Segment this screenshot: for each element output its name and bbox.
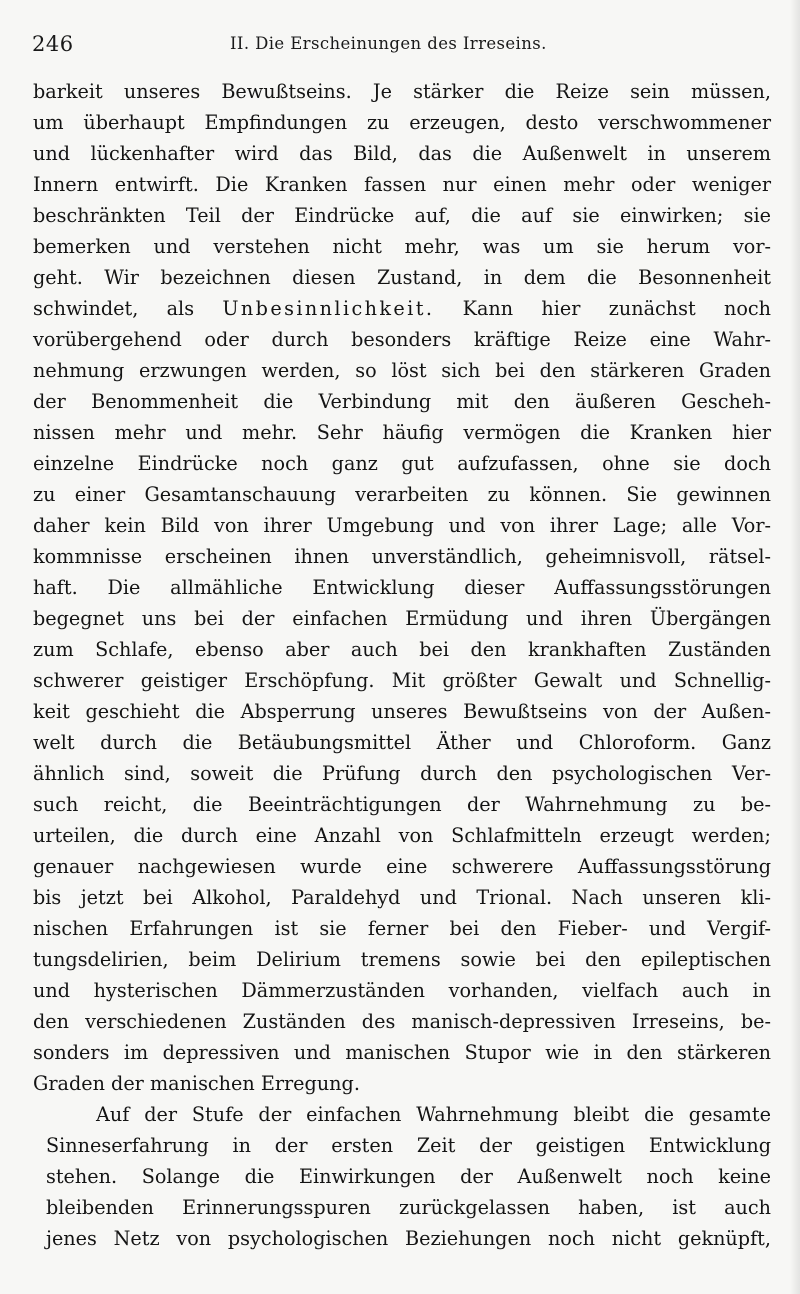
text-line: schwerer geistiger Erschöpfung. Mit größter Gewalt und Schnellig- (33, 669, 771, 692)
text-line: welt durch die Betäubungsmittel Äther und Chloroform. Ganz (33, 731, 771, 754)
text-line: zu einer Gesamtanschauung verarbeiten zu können. Sie gewinnen (33, 483, 771, 506)
text-line: nischen Erfahrungen ist sie ferner bei den Fieber- und Vergif- (33, 917, 771, 940)
text-line: tungsdelirien, beim Delirium tremens sowie bei den epileptischen (33, 948, 771, 971)
text-line: haft. Die allmähliche Entwicklung dieser Auffassungsstörungen (33, 576, 771, 599)
text-line: such reicht, die Beeinträchtigungen der Wahrnehmung zu be- (33, 793, 771, 816)
text-line: nehmung erzwungen werden, so löst sich bei den stärkeren Graden (33, 359, 771, 382)
text-line: der Benommenheit die Verbindung mit den äußeren Gescheh- (33, 390, 771, 413)
text-line: begegnet uns bei der einfachen Ermüdung und ihren Übergängen (33, 607, 771, 630)
text-line: bleibenden Erinnerungsspuren zurückgelassen haben, ist auch (46, 1196, 771, 1219)
text-line: Sinneserfahrung in der ersten Zeit der geistigen Entwicklung (46, 1134, 771, 1157)
text-line: urteilen, die durch eine Anzahl von Schlafmitteln erzeugt werden; (33, 824, 771, 847)
paragraph-start-line: Auf der Stufe der einfachen Wahrnehmung bleibt die gesamte (96, 1103, 771, 1126)
text-line: barkeit unseres Bewußtseins. Je stärker die Reize sein müssen, (33, 80, 771, 103)
text-line: und hysterischen Dämmerzuständen vorhanden, vielfach auch in (33, 979, 771, 1002)
text-line: keit geschieht die Absperrung unseres Bewußtseins von der Außen- (33, 700, 771, 723)
text-line: und lückenhafter wird das Bild, das die Außenwelt in unserem (33, 142, 771, 165)
page-number: 246 (32, 32, 74, 56)
text-line: stehen. Solange die Einwirkungen der Außenwelt noch keine (46, 1165, 771, 1188)
text-line: daher kein Bild von ihrer Umgebung und von ihrer Lage; alle Vor- (33, 514, 771, 537)
text-line: den verschiedenen Zuständen des manisch-depressiven Irreseins, be- (33, 1010, 771, 1033)
text-segment: schwindet, als (33, 297, 223, 320)
text-line: sonders im depressiven und manischen Stupor wie in den stärkeren (33, 1041, 771, 1064)
text-line: ähnlich sind, soweit die Prüfung durch den psychologischen Ver- (33, 762, 771, 785)
text-line: vorübergehend oder durch besonders kräftige Reize eine Wahr- (33, 328, 771, 351)
text-line: beschränkten Teil der Eindrücke auf, die auf sie einwirken; sie (33, 204, 771, 227)
page-header (32, 30, 770, 60)
text-line: zum Schlafe, ebenso aber auch bei den krankhaften Zuständen (33, 638, 771, 661)
text-segment: Kann hier zunächst noch (434, 297, 771, 320)
text-line: bis jetzt bei Alkohol, Paraldehyd und Trional. Nach unseren kli- (33, 886, 771, 909)
running-title: II. Die Erscheinungen des Irreseins. (230, 34, 547, 53)
text-line: Innern entwirft. Die Kranken fassen nur einen mehr oder weniger (33, 173, 771, 196)
text-line: jenes Netz von psychologischen Beziehungen noch nicht geknüpft, (46, 1227, 771, 1250)
paragraph-end-line: Graden der manischen Erregung. (33, 1072, 360, 1095)
page-edge-shadow (790, 0, 800, 1294)
emphasized-term: Unbesinnlichkeit. (222, 297, 435, 320)
text-line: nissen mehr und mehr. Sehr häufig vermögen die Kranken hier (33, 421, 771, 444)
text-line: geht. Wir bezeichnen diesen Zustand, in dem die Besonnenheit (33, 266, 771, 289)
body-text (33, 76, 771, 1254)
text-line: um überhaupt Empfindungen zu erzeugen, desto verschwommener (33, 111, 771, 134)
text-line: kommnisse erscheinen ihnen unverständlich, geheimnisvoll, rätsel- (33, 545, 771, 568)
text-line: genauer nachgewiesen wurde eine schwerere Auffassungsstörung (33, 855, 771, 878)
text-line: einzelne Eindrücke noch ganz gut aufzufassen, ohne sie doch (33, 452, 771, 475)
text-line: bemerken und verstehen nicht mehr, was um sie herum vor- (33, 235, 771, 258)
text-line-with-emphasis (33, 293, 771, 324)
